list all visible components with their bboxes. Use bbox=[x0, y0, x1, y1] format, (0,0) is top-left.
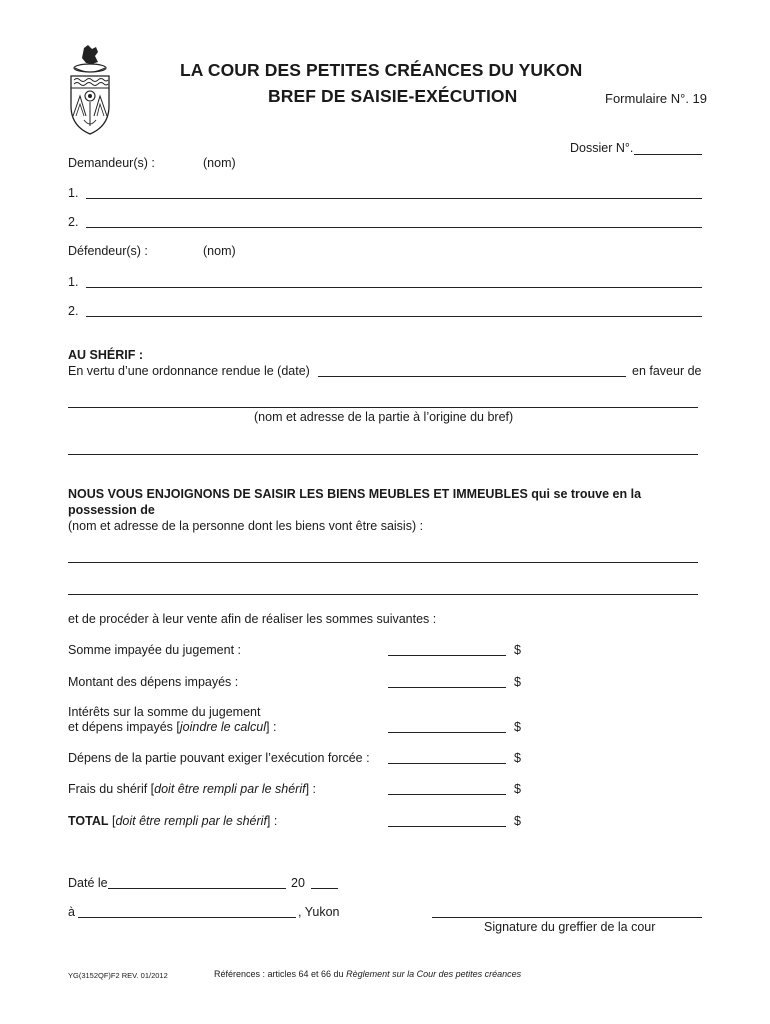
interest-label-post: ] : bbox=[266, 720, 277, 734]
year-field[interactable] bbox=[311, 874, 338, 889]
seize-order-rest: qui se trouve en la bbox=[527, 487, 642, 501]
total-label-pre: [ bbox=[108, 814, 116, 828]
sum-row-label-line2 bbox=[68, 720, 276, 734]
sum-row-label: Somme impayée du jugement : bbox=[68, 643, 242, 657]
party-name-address-field[interactable] bbox=[68, 393, 698, 408]
references-regulation: Règlement sur la Cour des petites créances bbox=[346, 969, 522, 979]
total-label-bold: TOTAL bbox=[68, 814, 109, 828]
sheriff-fees-label bbox=[68, 782, 316, 796]
defendant-1-number: 1. bbox=[68, 275, 79, 289]
defendants-name-hint: (nom) bbox=[203, 244, 236, 258]
debtor-name-address-field[interactable] bbox=[68, 548, 698, 563]
seize-hint: (nom et adresse de la personne dont les biens vont être saisis) : bbox=[68, 519, 424, 533]
plaintiff-1-field[interactable] bbox=[86, 184, 702, 199]
place-field[interactable] bbox=[78, 903, 296, 918]
seize-order-bold: NOUS VOUS ENJOIGNONS DE SAISIR LES BIENS MEUBLES ET IMMEUBLES bbox=[68, 487, 528, 501]
sheriff-fees-label-italic: doit être rempli par le shérif bbox=[154, 782, 306, 796]
references bbox=[214, 969, 521, 979]
references-pre: Références : articles 64 et 66 du bbox=[214, 969, 347, 979]
currency-symbol: $ bbox=[514, 782, 521, 796]
enforcement-costs-field[interactable] bbox=[388, 749, 506, 764]
plaintiffs-name-hint: (nom) bbox=[203, 156, 236, 170]
unpaid-judgment-field[interactable] bbox=[388, 641, 506, 656]
sheriff-fees-label-pre: Frais du shérif [ bbox=[68, 782, 155, 796]
debtor-name-address-field-2[interactable] bbox=[68, 580, 698, 595]
file-number-field[interactable] bbox=[634, 140, 702, 155]
yukon-coat-of-arms-logo bbox=[62, 44, 118, 136]
total-label-italic: doit être rempli par le shérif bbox=[115, 814, 267, 828]
file-number-label: Dossier N°. bbox=[570, 141, 634, 155]
yukon-label: , Yukon bbox=[298, 905, 340, 919]
defendants-label: Défendeur(s) : bbox=[68, 244, 148, 258]
currency-symbol: $ bbox=[514, 751, 521, 765]
defendant-2-number: 2. bbox=[68, 304, 79, 318]
interest-field[interactable] bbox=[388, 718, 506, 733]
in-favour-label: en faveur de bbox=[632, 364, 702, 378]
sheriff-heading: AU SHÉRIF : bbox=[68, 348, 143, 362]
plaintiff-2-field[interactable] bbox=[86, 213, 702, 228]
interest-label-pre: et dépens impayés [ bbox=[68, 720, 180, 734]
total-field[interactable] bbox=[388, 812, 506, 827]
form-title: LA COUR DES PETITES CRÉANCES DU YUKON bbox=[180, 60, 583, 80]
seize-order-line2: possession de bbox=[68, 503, 155, 517]
seize-order-text bbox=[68, 487, 708, 501]
plaintiffs-label: Demandeur(s) : bbox=[68, 156, 155, 170]
defendant-2-field[interactable] bbox=[86, 302, 702, 317]
total-label-post: ] : bbox=[266, 814, 278, 828]
place-label: à bbox=[68, 905, 75, 919]
clerk-signature-field[interactable] bbox=[432, 903, 702, 918]
unpaid-costs-field[interactable] bbox=[388, 673, 506, 688]
currency-symbol: $ bbox=[514, 814, 521, 828]
sum-row-label: Intérêts sur la somme du jugement bbox=[68, 705, 261, 719]
clerk-signature-label: Signature du greffier de la cour bbox=[484, 920, 656, 934]
currency-symbol: $ bbox=[514, 720, 521, 734]
interest-label-italic: joindre le calcul bbox=[179, 720, 267, 734]
order-date-field[interactable] bbox=[318, 362, 626, 377]
plaintiff-2-number: 2. bbox=[68, 215, 79, 229]
total-label bbox=[68, 814, 277, 828]
sum-row-label: Dépens de la partie pouvant exiger l’exécution forcée : bbox=[68, 751, 370, 765]
plaintiff-1-number: 1. bbox=[68, 186, 79, 200]
sum-row-label: Montant des dépens impayés : bbox=[68, 675, 239, 689]
year-label: 20 bbox=[291, 876, 305, 890]
form-number: Formulaire N°. 19 bbox=[605, 91, 708, 106]
currency-symbol: $ bbox=[514, 643, 521, 657]
party-hint: (nom et adresse de la partie à l’origine du bref) bbox=[254, 410, 514, 424]
order-text: En vertu d’une ordonnance rendue le (date) bbox=[68, 364, 310, 378]
date-field[interactable] bbox=[108, 874, 286, 889]
party-name-address-field-2[interactable] bbox=[68, 440, 698, 455]
form-subtitle: BREF DE SAISIE-EXÉCUTION bbox=[268, 86, 518, 106]
sums-intro: et de procéder à leur vente afin de réaliser les sommes suivantes : bbox=[68, 612, 437, 626]
form-code: YG(3152QF)F2 REV. 01/2012 bbox=[68, 971, 168, 980]
dated-label: Daté le bbox=[68, 876, 108, 890]
currency-symbol: $ bbox=[514, 675, 521, 689]
sheriff-fees-field[interactable] bbox=[388, 780, 506, 795]
defendant-1-field[interactable] bbox=[86, 273, 702, 288]
sheriff-fees-label-post: ] : bbox=[305, 782, 317, 796]
